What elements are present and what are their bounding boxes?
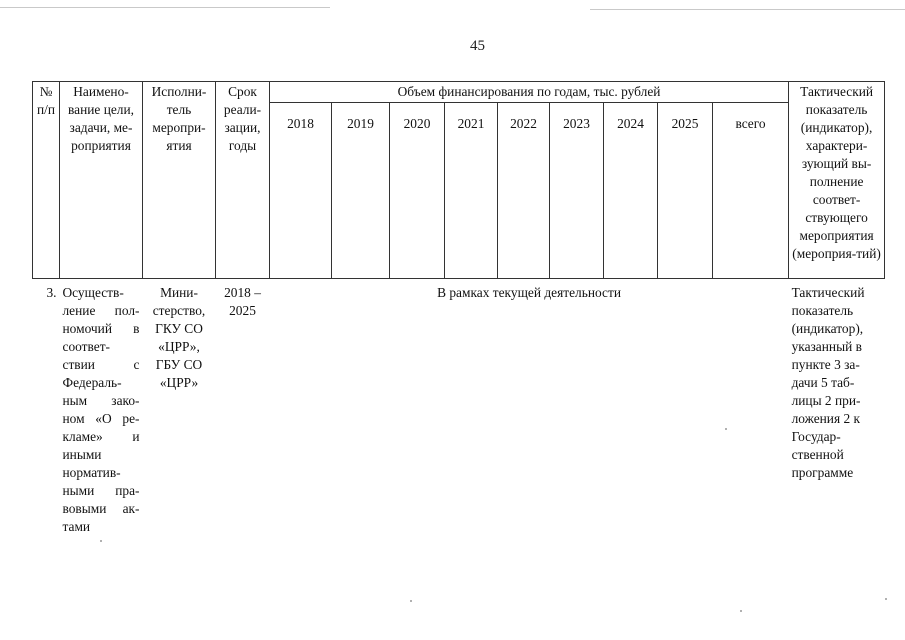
header-year: 2025: [658, 103, 713, 279]
header-row-top: [33, 82, 885, 103]
row-executor: Мини-стерство, ГКУ СО «ЦРР», ГБУ СО «ЦРР»: [152, 285, 206, 390]
page-number: 45: [470, 38, 485, 54]
header-funding: Объем финансирования по годам, тыс. рублей: [270, 82, 789, 103]
header-year: 2023: [550, 103, 604, 279]
funding-table: [32, 81, 885, 537]
row-name: Осуществ-ление пол-номочий в соответ-ствии с Федераль-ным зако-ном «О ре-кламе» и иными норматив-ными пра-вовыми ак-тами: [62, 285, 140, 534]
header-indicator: Тактический показатель (индикатор), характери-зующий вы-полнение соответ-ствующего мероприятия (мероприя-тий): [789, 82, 885, 279]
scan-speck: [100, 540, 102, 542]
header-year: 2020: [390, 103, 445, 279]
scan-line-top-right: [590, 9, 905, 10]
scan-speck: [740, 610, 742, 612]
header-term: Срок реали-зации, годы: [216, 82, 270, 279]
row-funding: В рамках текущей деятельности: [437, 285, 621, 300]
table-row: [33, 279, 885, 538]
header-year-total: всего: [713, 103, 789, 279]
scan-speck: [410, 600, 412, 602]
header-year: 2019: [332, 103, 390, 279]
row-num: 3.: [46, 285, 57, 300]
scan-line-top-left: [0, 7, 330, 8]
row-indicator: Тактический показатель (индикатор), указанный в пункте 3 за-дачи 5 таб-лицы 2 при-ложения 2 к Государ-ственной программе: [791, 285, 865, 480]
header-year: 2018: [270, 103, 332, 279]
scan-speck: [885, 598, 887, 600]
header-num: № п/п: [33, 82, 60, 279]
row-term: 2018 – 2025: [224, 285, 261, 318]
header-year: 2021: [445, 103, 498, 279]
header-name: Наимено-вание цели, задачи, ме-роприятия: [60, 82, 143, 279]
header-year: 2024: [604, 103, 658, 279]
header-executor: Исполни-тель меропри-ятия: [143, 82, 216, 279]
header-year: 2022: [498, 103, 550, 279]
